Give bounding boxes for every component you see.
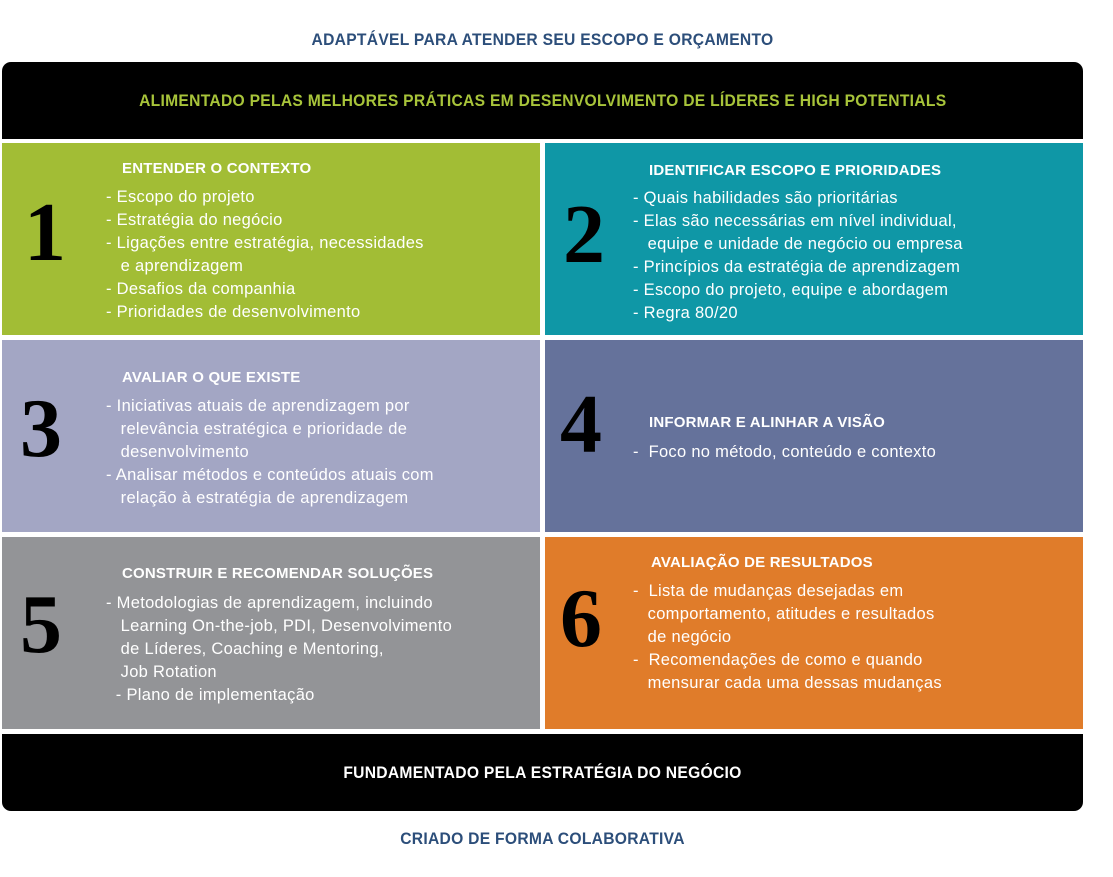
list-item: - Princípios da estratégia de aprendizagem [633,258,961,276]
step-title-6: AVALIAÇÃO DE RESULTADOS [651,554,873,571]
list-item: - Elas são necessárias em nível individual, [633,212,957,230]
step-panel-3 [2,340,540,532]
list-item: - Estratégia do negócio [106,211,283,229]
step-number-4: 4 [560,378,602,471]
step-title-3: AVALIAR O QUE EXISTE [122,369,301,386]
top-caption: ADAPTÁVEL PARA ATENDER SEU ESCOPO E ORÇAMENTO [311,30,774,49]
step-number-5: 5 [20,578,62,671]
list-item: Job Rotation [106,663,217,681]
step-title-1: ENTENDER O CONTEXTO [122,160,312,177]
step-panel-6 [545,537,1083,729]
list-item: e aprendizagem [106,257,244,275]
step-title-5: CONSTRUIR E RECOMENDAR SOLUÇÕES [122,565,434,582]
bottom-banner [2,734,1083,811]
step-list-1 [106,186,424,324]
step-title-2: IDENTIFICAR ESCOPO E PRIORIDADES [649,162,942,179]
list-item: - Analisar métodos e conteúdos atuais com [106,466,434,484]
step-panel-2 [545,143,1083,335]
step-number-1: 1 [24,186,66,279]
step-panel-4 [545,340,1083,532]
list-item: Learning On-the-job, PDI, Desenvolvimento [106,617,453,635]
list-item: - Metodologias de aprendizagem, incluindo [106,594,433,612]
bottom-banner-text: FUNDAMENTADO PELA ESTRATÉGIA DO NEGÓCIO [343,762,742,782]
top-banner-text: ALIMENTADO PELAS MELHORES PRÁTICAS EM DESENVOLVIMENTO DE LÍDERES E HIGH POTENTIALS [138,90,947,110]
step-list-6 [633,580,942,695]
step-number-6: 6 [560,572,602,665]
list-item: - Prioridades de desenvolvimento [106,303,361,321]
step-list-5 [106,592,452,707]
step-number-3: 3 [20,382,62,475]
list-item: comportamento, atitudes e resultados [633,605,935,623]
list-item: mensurar cada uma dessas mudanças [633,674,942,692]
list-item: de negócio [633,628,732,646]
list-item: relação à estratégia de aprendizagem [106,489,409,507]
list-item: - Escopo do projeto [106,188,255,206]
list-item: relevância estratégica e prioridade de [106,420,408,438]
step-title-4: INFORMAR E ALINHAR A VISÃO [649,414,886,431]
list-item: - Escopo do projeto, equipe e abordagem [633,281,949,299]
step-panel-1 [2,143,540,335]
step-list-2 [633,187,963,325]
list-item: - Desafios da companhia [106,280,296,298]
list-item: - Foco no método, conteúdo e contexto [633,443,937,461]
list-item: - Recomendações de como e quando [633,651,923,669]
list-item: de Líderes, Coaching e Mentoring, [106,640,384,658]
bottom-caption: CRIADO DE FORMA COLABORATIVA [400,829,685,848]
list-item: equipe e unidade de negócio ou empresa [633,235,963,253]
list-item: - Quais habilidades são prioritárias [633,189,898,207]
list-item: desenvolvimento [106,443,249,461]
list-item: - Regra 80/20 [633,304,738,322]
top-banner [2,62,1083,139]
step-list-4 [633,441,936,464]
step-number-2: 2 [563,188,605,281]
list-item: - Lista de mudanças desejadas em [633,582,904,600]
step-list-3 [106,395,434,510]
step-panel-5 [2,537,540,729]
list-item: - Plano de implementação [106,686,315,704]
list-item: - Ligações entre estratégia, necessidades [106,234,424,252]
list-item: - Iniciativas atuais de aprendizagem por [106,397,410,415]
